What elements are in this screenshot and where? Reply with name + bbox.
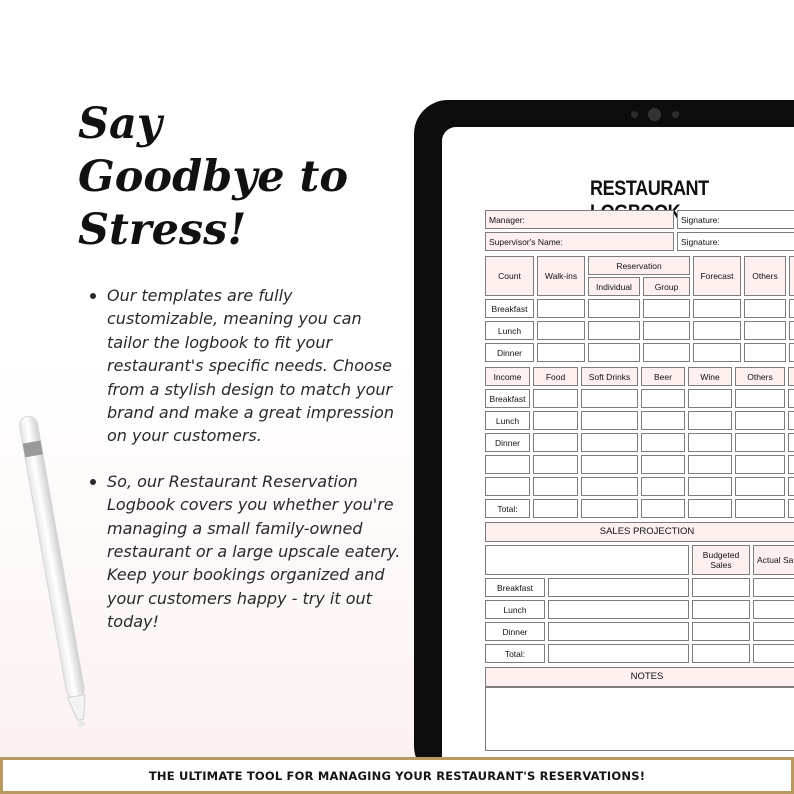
input-cell[interactable]	[692, 622, 750, 641]
input-cell[interactable]	[548, 578, 689, 597]
count-row-label: Breakfast	[485, 299, 534, 318]
input-cell[interactable]	[788, 411, 794, 430]
input-cell[interactable]	[581, 411, 638, 430]
input-cell[interactable]	[692, 644, 750, 663]
input-cell[interactable]	[548, 644, 689, 663]
input-cell[interactable]	[735, 499, 785, 518]
tablet-camera-icon	[631, 111, 638, 118]
input-cell[interactable]	[688, 455, 732, 474]
header-count: Count	[485, 256, 534, 296]
headline-line-1: Say	[78, 99, 162, 149]
header-soft-drinks: Soft Drinks	[581, 367, 638, 386]
header-beer: Beer	[641, 367, 685, 386]
input-cell[interactable]	[753, 578, 794, 597]
feature-list	[88, 284, 406, 656]
input-cell[interactable]	[688, 411, 732, 430]
input-cell[interactable]	[688, 433, 732, 452]
signature-field-1[interactable]	[677, 210, 794, 229]
input-cell[interactable]	[641, 411, 685, 430]
income-row-label: Breakfast	[485, 389, 530, 408]
header-reservation: Reservation	[588, 256, 690, 275]
tablet-camera-icon	[648, 108, 661, 121]
income-row-label	[485, 477, 530, 496]
manager-label: Manager:	[489, 214, 525, 225]
count-input-cell[interactable]	[693, 321, 741, 340]
count-input-cell[interactable]	[643, 299, 690, 318]
supervisor-field[interactable]	[485, 232, 674, 251]
count-input-cell[interactable]	[588, 321, 640, 340]
income-row-label: Dinner	[485, 433, 530, 452]
sales-row-label: Breakfast	[485, 578, 545, 597]
header-budgeted-sales: Budgeted Sales	[692, 545, 750, 575]
input-cell[interactable]	[735, 389, 785, 408]
sales-row-label: Lunch	[485, 600, 545, 619]
input-cell[interactable]	[533, 389, 578, 408]
headline	[78, 98, 398, 257]
income-row-label	[485, 455, 530, 474]
manager-field[interactable]	[485, 210, 674, 229]
input-cell[interactable]	[692, 578, 750, 597]
count-input-cell[interactable]	[537, 321, 585, 340]
count-input-cell[interactable]	[537, 299, 585, 318]
count-input-cell[interactable]	[789, 321, 794, 340]
header-actual-sales: Actual Sa	[753, 545, 794, 575]
feature-text-2: So, our Restaurant Reservation Logbook covers you whether you're managing a small family-owned restaurant or a large upscale eatery. Keep your bookings organized and your customers happy - try it out today!	[107, 471, 401, 632]
header-individual: Individual	[588, 277, 640, 296]
input-cell[interactable]	[533, 411, 578, 430]
count-input-cell[interactable]	[744, 343, 786, 362]
count-input-cell[interactable]	[537, 343, 585, 362]
input-cell[interactable]	[735, 411, 785, 430]
header-group: Group	[643, 277, 690, 296]
notes-header: NOTES	[485, 667, 794, 687]
count-input-cell[interactable]	[588, 299, 640, 318]
input-cell[interactable]	[641, 499, 685, 518]
headline-line-3: Stress!	[78, 205, 247, 255]
income-row-label: Lunch	[485, 411, 530, 430]
input-cell[interactable]	[641, 477, 685, 496]
header-others-income: Others	[735, 367, 785, 386]
count-input-cell[interactable]	[789, 299, 794, 318]
input-cell[interactable]	[788, 433, 794, 452]
input-cell[interactable]	[581, 433, 638, 452]
input-cell[interactable]	[641, 433, 685, 452]
input-cell[interactable]	[533, 455, 578, 474]
header-income: Income	[485, 367, 530, 386]
input-cell[interactable]	[688, 477, 732, 496]
signature-label: Signature:	[681, 214, 720, 225]
feature-bullet-1	[88, 284, 406, 448]
sales-projection-header: SALES PROJECTION	[485, 522, 794, 542]
input-cell[interactable]	[788, 477, 794, 496]
feature-text-1: Our templates are fully customizable, meaning you can tailor the logbook to fit your restaurant's specific needs. Choose from a stylish design to match your brand and make a great impression on your customers.	[107, 286, 394, 446]
header-extra	[789, 256, 794, 296]
input-cell[interactable]	[753, 622, 794, 641]
count-row-label: Dinner	[485, 343, 534, 362]
input-cell[interactable]	[692, 600, 750, 619]
stylus-pencil-icon	[14, 410, 96, 740]
input-cell[interactable]	[548, 600, 689, 619]
header-wine: Wine	[688, 367, 732, 386]
input-cell[interactable]	[581, 389, 638, 408]
bullet-dot-icon	[90, 293, 96, 299]
logbook-title: RESTAURANT	[590, 177, 709, 200]
input-cell[interactable]	[641, 455, 685, 474]
count-input-cell[interactable]	[693, 343, 741, 362]
income-row-label: Total:	[485, 499, 530, 518]
headline-line-2: Goodbye to	[78, 152, 349, 202]
count-input-cell[interactable]	[744, 321, 786, 340]
logbook-screen	[442, 127, 794, 767]
header-food: Food	[533, 367, 578, 386]
bottom-banner	[0, 757, 794, 794]
input-cell[interactable]	[533, 499, 578, 518]
input-cell[interactable]	[753, 600, 794, 619]
notes-area[interactable]	[485, 687, 794, 751]
input-cell[interactable]	[641, 389, 685, 408]
input-cell[interactable]	[548, 622, 689, 641]
header-others: Others	[744, 256, 786, 296]
input-cell[interactable]	[581, 499, 638, 518]
banner-text: THE ULTIMATE TOOL FOR MANAGING YOUR RESTAURANT'S RESERVATIONS!	[148, 768, 646, 783]
count-input-cell[interactable]	[588, 343, 640, 362]
feature-bullet-2	[88, 470, 406, 634]
count-input-cell[interactable]	[744, 299, 786, 318]
input-cell[interactable]	[688, 389, 732, 408]
input-cell[interactable]	[753, 644, 794, 663]
input-cell[interactable]	[688, 499, 732, 518]
count-input-cell[interactable]	[789, 343, 794, 362]
count-input-cell[interactable]	[643, 321, 690, 340]
input-cell[interactable]	[788, 389, 794, 408]
input-cell[interactable]	[735, 477, 785, 496]
count-input-cell[interactable]	[693, 299, 741, 318]
header-forecast: Forecast	[693, 256, 741, 296]
sales-row-label: Dinner	[485, 622, 545, 641]
input-cell[interactable]	[533, 477, 578, 496]
sales-row-label: Total:	[485, 644, 545, 663]
sales-projection-blank	[485, 545, 689, 575]
signature-field-2[interactable]	[677, 232, 794, 251]
header-walkins: Walk-ins	[537, 256, 585, 296]
input-cell[interactable]	[788, 499, 794, 518]
input-cell[interactable]	[533, 433, 578, 452]
signature-label: Signature:	[681, 236, 720, 247]
count-row-label: Lunch	[485, 321, 534, 340]
tablet-sensor-icon	[672, 111, 679, 118]
input-cell[interactable]	[581, 477, 638, 496]
count-input-cell[interactable]	[643, 343, 690, 362]
input-cell[interactable]	[735, 433, 785, 452]
input-cell[interactable]	[788, 455, 794, 474]
input-cell[interactable]	[581, 455, 638, 474]
supervisor-label: Supervisor's Name:	[489, 236, 563, 247]
input-cell[interactable]	[735, 455, 785, 474]
header-extra	[788, 367, 794, 386]
